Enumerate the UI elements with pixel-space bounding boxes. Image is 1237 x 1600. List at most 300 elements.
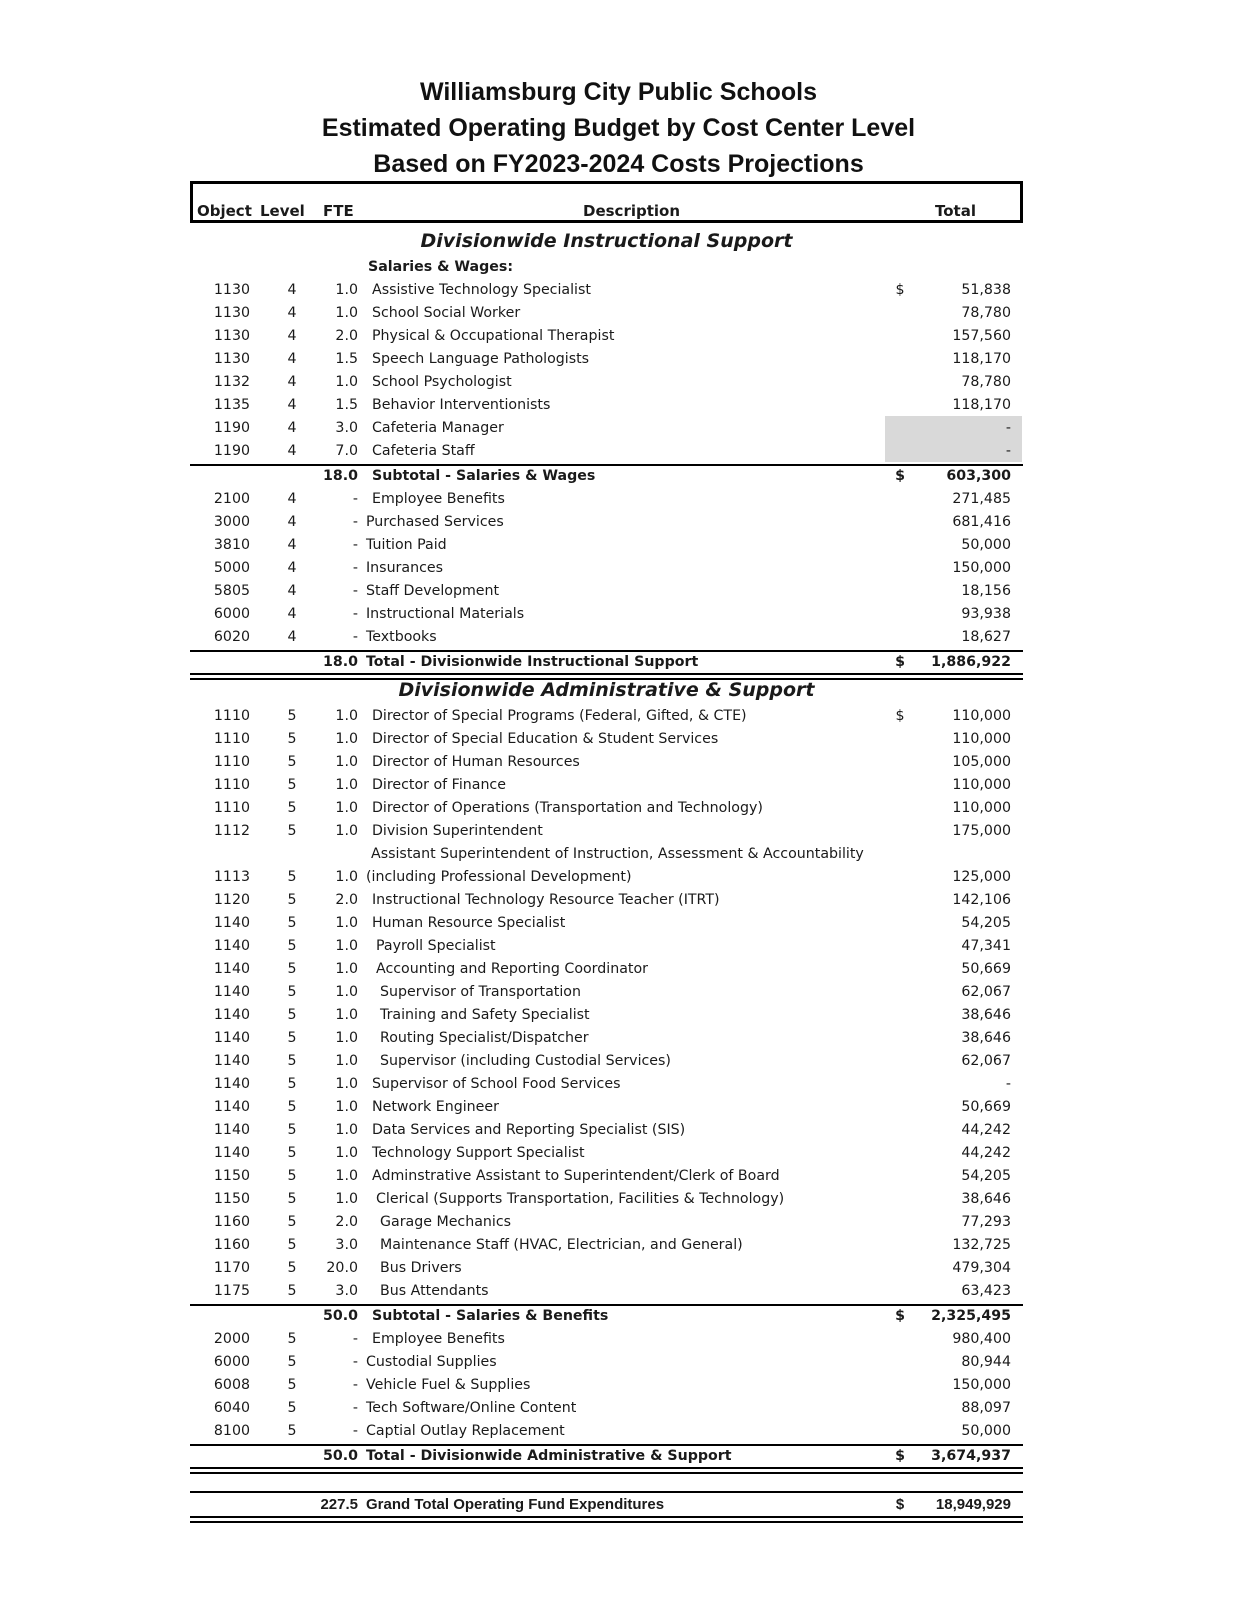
- description-cell: Behavior Interventionists: [372, 397, 551, 413]
- fte-cell: 1.0: [335, 1191, 358, 1207]
- header-level: Level: [260, 202, 305, 220]
- grand-total-double-rule: [190, 1516, 1023, 1523]
- fte-cell: 1.0: [335, 823, 358, 839]
- description-cell: Adminstrative Assistant to Superintendent/Clerk of Board: [372, 1168, 780, 1184]
- total-cell: 271,485: [952, 491, 1011, 507]
- level-cell: 5: [287, 892, 297, 908]
- fte-cell: -: [352, 514, 358, 530]
- level-cell: 4: [287, 491, 297, 507]
- table-row: [190, 626, 1023, 649]
- level-cell: 5: [287, 1214, 297, 1230]
- object-cell: 1140: [213, 938, 250, 954]
- table-row: [190, 1257, 1023, 1280]
- table-row: [190, 1142, 1023, 1165]
- total-cell: -: [1005, 1076, 1011, 1092]
- total-cell: 50,000: [961, 1423, 1011, 1439]
- table-row: [190, 279, 1023, 302]
- level-cell: 4: [287, 282, 297, 298]
- object-cell: 1140: [213, 1122, 250, 1138]
- object-cell: 1170: [213, 1260, 250, 1276]
- description-cell: Speech Language Pathologists: [372, 351, 590, 367]
- fte-cell: -: [352, 1423, 358, 1439]
- level-cell: 5: [287, 1423, 297, 1439]
- object-cell: 6040: [213, 1400, 250, 1416]
- level-cell: 5: [287, 823, 297, 839]
- total-cell: 62,067: [961, 984, 1011, 1000]
- description-cell: Custodial Supplies: [366, 1354, 497, 1370]
- fte-cell: 1.0: [335, 1168, 358, 1184]
- fte-cell: 1.0: [335, 1053, 358, 1069]
- total-cell: 125,000: [952, 869, 1011, 885]
- fte-cell: 7.0: [335, 443, 358, 459]
- header-object: Object: [197, 202, 252, 220]
- fte-cell: 1.0: [335, 915, 358, 931]
- total-cell: 142,106: [952, 892, 1011, 908]
- level-cell: 4: [287, 606, 297, 622]
- description-cell: Maintenance Staff (HVAC, Electrician, and General): [380, 1237, 743, 1253]
- table-row: [190, 488, 1023, 511]
- description-cell: Tuition Paid: [366, 537, 447, 553]
- table-row: [190, 1119, 1023, 1142]
- fte-cell: 2.0: [335, 892, 358, 908]
- fte-cell: 1.0: [335, 708, 358, 724]
- level-cell: 5: [287, 1331, 297, 1347]
- total-cell: 1,886,922: [931, 654, 1011, 670]
- fte-cell: 1.5: [335, 351, 358, 367]
- fte-cell: 1.0: [335, 282, 358, 298]
- fte-cell: 1.0: [335, 777, 358, 793]
- total-cell: 118,170: [952, 351, 1011, 367]
- title-line-3: Based on FY2023-2024 Costs Projections: [373, 150, 864, 178]
- level-cell: 5: [287, 984, 297, 1000]
- subtotal-row: [190, 465, 1023, 488]
- object-cell: 6008: [213, 1377, 250, 1393]
- fte-cell: -: [352, 1377, 358, 1393]
- table-row: [190, 705, 1023, 728]
- section-total-row: [190, 1445, 1023, 1468]
- total-cell: 44,242: [961, 1122, 1011, 1138]
- table-row: [190, 534, 1023, 557]
- fte-cell: -: [352, 537, 358, 553]
- fte-cell: 2.0: [335, 1214, 358, 1230]
- object-cell: 1140: [213, 961, 250, 977]
- level-cell: 5: [287, 800, 297, 816]
- fte-cell: 1.0: [335, 1007, 358, 1023]
- description-cell: Director of Special Programs (Federal, Gifted, & CTE): [372, 708, 747, 724]
- level-cell: 4: [287, 305, 297, 321]
- table-row: [190, 348, 1023, 371]
- fte-cell: 1.0: [335, 800, 358, 816]
- description-cell: Employee Benefits: [372, 491, 505, 507]
- description-cell: Instructional Technology Resource Teacher (ITRT): [372, 892, 720, 908]
- level-cell: 5: [287, 1007, 297, 1023]
- fte-cell: 1.0: [335, 1076, 358, 1092]
- level-cell: 4: [287, 583, 297, 599]
- object-cell: 1120: [213, 892, 250, 908]
- subtotal-row: [190, 1305, 1023, 1328]
- fte-cell: 1.5: [335, 397, 358, 413]
- section-title-instructional: Divisionwide Instructional Support: [420, 230, 793, 252]
- description-cell: Textbooks: [366, 629, 437, 645]
- table-row: [190, 1050, 1023, 1073]
- total-cell: 110,000: [952, 777, 1011, 793]
- object-cell: 1140: [213, 915, 250, 931]
- level-cell: 5: [287, 754, 297, 770]
- table-row: [190, 866, 1023, 889]
- total-cell: 603,300: [946, 468, 1011, 484]
- table-row: [190, 1027, 1023, 1050]
- total-cell: 157,560: [952, 328, 1011, 344]
- total-cell: 681,416: [952, 514, 1011, 530]
- total-cell: 50,669: [961, 1099, 1011, 1115]
- fte-cell: 1.0: [335, 754, 358, 770]
- table-row: [190, 935, 1023, 958]
- object-cell: 5000: [213, 560, 250, 576]
- level-cell: 4: [287, 420, 297, 436]
- description-cell: School Social Worker: [372, 305, 521, 321]
- level-cell: 4: [287, 629, 297, 645]
- object-cell: 1150: [213, 1168, 250, 1184]
- description-cell: Captial Outlay Replacement: [366, 1423, 565, 1439]
- dollar-sign: $: [895, 654, 905, 670]
- fte-cell: 3.0: [335, 1283, 358, 1299]
- level-cell: 5: [287, 915, 297, 931]
- description-cell: Data Services and Reporting Specialist (SIS): [372, 1122, 686, 1138]
- fte-cell: 1.0: [335, 731, 358, 747]
- description-cell: Routing Specialist/Dispatcher: [380, 1030, 589, 1046]
- description-cell: Technology Support Specialist: [372, 1145, 585, 1161]
- description-cell: Director of Human Resources: [372, 754, 580, 770]
- fte-cell: 1.0: [335, 1145, 358, 1161]
- table-row: [190, 958, 1023, 981]
- description-cell: Tech Software/Online Content: [366, 1400, 577, 1416]
- level-cell: 5: [287, 1053, 297, 1069]
- fte-cell: 1.0: [335, 961, 358, 977]
- description-cell: Training and Safety Specialist: [380, 1007, 590, 1023]
- fte-cell: -: [352, 1400, 358, 1416]
- level-cell: 4: [287, 374, 297, 390]
- total-cell: 62,067: [961, 1053, 1011, 1069]
- table-row: [190, 1073, 1023, 1096]
- level-cell: 5: [287, 1260, 297, 1276]
- description-cell: Staff Development: [366, 583, 500, 599]
- total-cell: 38,646: [961, 1030, 1011, 1046]
- total-cell: 78,780: [961, 305, 1011, 321]
- level-cell: 5: [287, 961, 297, 977]
- description-cell: Clerical (Supports Transportation, Facilities & Technology): [376, 1191, 785, 1207]
- object-cell: 1130: [213, 351, 250, 367]
- fte-cell: 2.0: [335, 328, 358, 344]
- table-row: [190, 889, 1023, 912]
- object-cell: 1112: [213, 823, 250, 839]
- salaries-heading: [190, 256, 1023, 279]
- table-row: [190, 981, 1023, 1004]
- total-cell: 150,000: [952, 1377, 1011, 1393]
- table-row: [190, 1397, 1023, 1420]
- level-cell: 5: [287, 731, 297, 747]
- table-row: [190, 728, 1023, 751]
- total-cell: 132,725: [952, 1237, 1011, 1253]
- level-cell: 5: [287, 1076, 297, 1092]
- total-cell: 175,000: [952, 823, 1011, 839]
- object-cell: 1132: [213, 374, 250, 390]
- level-cell: 5: [287, 777, 297, 793]
- object-cell: 3000: [213, 514, 250, 530]
- description-cell: Director of Operations (Transportation and Technology): [372, 800, 763, 816]
- object-cell: 1130: [213, 305, 250, 321]
- level-cell: 5: [287, 1122, 297, 1138]
- level-cell: 4: [287, 328, 297, 344]
- fte-cell: 1.0: [335, 938, 358, 954]
- level-cell: 5: [287, 708, 297, 724]
- object-cell: 1113: [213, 869, 250, 885]
- level-cell: 5: [287, 1354, 297, 1370]
- object-cell: 1110: [213, 708, 250, 724]
- object-cell: 1140: [213, 1007, 250, 1023]
- level-cell: 4: [287, 537, 297, 553]
- object-cell: 1160: [213, 1214, 250, 1230]
- total-cell: 44,242: [961, 1145, 1011, 1161]
- description-cell: Insurances: [366, 560, 443, 576]
- object-cell: 2000: [213, 1331, 250, 1347]
- table-row: [190, 440, 1023, 463]
- description-cell: Assistive Technology Specialist: [372, 282, 591, 298]
- document-title: [0, 74, 1237, 182]
- fte-cell: -: [352, 560, 358, 576]
- object-cell: 1140: [213, 1145, 250, 1161]
- description-cell: Subtotal - Salaries & Benefits: [372, 1308, 609, 1324]
- table-row: [190, 774, 1023, 797]
- fte-cell: 20.0: [326, 1260, 358, 1276]
- table-row: [190, 394, 1023, 417]
- table-row: [190, 1211, 1023, 1234]
- object-cell: 6000: [213, 1354, 250, 1370]
- object-cell: 1130: [213, 328, 250, 344]
- description-cell: Network Engineer: [372, 1099, 499, 1115]
- description-cell: Grand Total Operating Fund Expenditures: [366, 1496, 665, 1513]
- object-cell: 1135: [213, 397, 250, 413]
- description-cell: Instructional Materials: [366, 606, 525, 622]
- total-cell: 50,669: [961, 961, 1011, 977]
- object-cell: 1130: [213, 282, 250, 298]
- description-cell: Total - Divisionwide Administrative & Support: [366, 1448, 732, 1464]
- fte-cell: -: [352, 491, 358, 507]
- table-row: [190, 1004, 1023, 1027]
- total-cell: 47,341: [961, 938, 1011, 954]
- table-row: [190, 820, 1023, 843]
- description-cell: Employee Benefits: [372, 1331, 505, 1347]
- table-row: [190, 1188, 1023, 1211]
- description-cell: Bus Drivers: [380, 1260, 462, 1276]
- fte-cell: 1.0: [335, 869, 358, 885]
- table-row: [190, 603, 1023, 626]
- table-row: [190, 302, 1023, 325]
- total-cell: 479,304: [952, 1260, 1011, 1276]
- object-cell: 5805: [213, 583, 250, 599]
- object-cell: 1110: [213, 777, 250, 793]
- level-cell: 4: [287, 443, 297, 459]
- level-cell: 5: [287, 1283, 297, 1299]
- table-row: [190, 511, 1023, 534]
- object-cell: 1110: [213, 800, 250, 816]
- table-row: [190, 1351, 1023, 1374]
- level-cell: 5: [287, 1030, 297, 1046]
- total-cell: 88,097: [961, 1400, 1011, 1416]
- table-row: [190, 797, 1023, 820]
- object-cell: 6000: [213, 606, 250, 622]
- description-cell: Supervisor (including Custodial Services): [380, 1053, 671, 1069]
- total-cell: 3,674,937: [931, 1448, 1011, 1464]
- table-row: [190, 843, 1023, 866]
- description-cell: Accounting and Reporting Coordinator: [376, 961, 648, 977]
- dollar-sign: $: [895, 282, 905, 298]
- object-cell: 1150: [213, 1191, 250, 1207]
- title-line-2: Estimated Operating Budget by Cost Center Level: [321, 114, 916, 142]
- table-row: [190, 1165, 1023, 1188]
- table-row: [190, 1096, 1023, 1119]
- description-cell: Director of Special Education & Student Services: [372, 731, 719, 747]
- table-row: [190, 580, 1023, 603]
- total-cell: 18,949,929: [935, 1496, 1011, 1513]
- total-cell: 38,646: [961, 1007, 1011, 1023]
- level-cell: 4: [287, 351, 297, 367]
- header-total: Total: [935, 202, 976, 220]
- description-cell: Garage Mechanics: [380, 1214, 512, 1230]
- table-row: [190, 417, 1023, 440]
- table-row: [190, 325, 1023, 348]
- table-header: [190, 181, 1023, 223]
- fte-cell: 3.0: [335, 420, 358, 436]
- fte-cell: 227.5: [320, 1496, 358, 1513]
- object-cell: 1110: [213, 754, 250, 770]
- object-cell: 1140: [213, 1053, 250, 1069]
- description-cell: Payroll Specialist: [376, 938, 496, 954]
- description-cell: Supervisor of School Food Services: [372, 1076, 621, 1092]
- level-cell: 5: [287, 1145, 297, 1161]
- description-cell: Director of Finance: [372, 777, 506, 793]
- fte-cell: 1.0: [335, 305, 358, 321]
- object-cell: 2100: [213, 491, 250, 507]
- table-row: [190, 557, 1023, 580]
- total-cell: 54,205: [961, 915, 1011, 931]
- description-cell: Supervisor of Transportation: [380, 984, 581, 1000]
- total-cell: 2,325,495: [931, 1308, 1011, 1324]
- table-row: [190, 1280, 1023, 1303]
- table-row: [190, 751, 1023, 774]
- salaries-heading-label: Salaries & Wages:: [368, 259, 514, 275]
- object-cell: 1175: [213, 1283, 250, 1299]
- description-cell: Subtotal - Salaries & Wages: [372, 468, 596, 484]
- total-cell: 118,170: [952, 397, 1011, 413]
- level-cell: 5: [287, 938, 297, 954]
- table-row: [190, 912, 1023, 935]
- description-cell: Physical & Occupational Therapist: [372, 328, 615, 344]
- fte-cell: 50.0: [322, 1308, 358, 1324]
- table-row: [190, 1420, 1023, 1443]
- level-cell: 5: [287, 869, 297, 885]
- fte-cell: 18.0: [322, 654, 358, 670]
- description-cell: (including Professional Development): [366, 869, 632, 885]
- dollar-sign: $: [895, 1496, 905, 1513]
- description-cell: Total - Divisionwide Instructional Support: [366, 654, 699, 670]
- fte-cell: 1.0: [335, 1122, 358, 1138]
- total-cell: 78,780: [961, 374, 1011, 390]
- description-cell: Purchased Services: [366, 514, 504, 530]
- total-cell: 51,838: [961, 282, 1011, 298]
- object-cell: 1190: [213, 420, 250, 436]
- fte-cell: 50.0: [322, 1448, 358, 1464]
- total-cell: 63,423: [961, 1283, 1011, 1299]
- object-cell: 6020: [213, 629, 250, 645]
- level-cell: 4: [287, 514, 297, 530]
- total-cell: 50,000: [961, 537, 1011, 553]
- level-cell: 5: [287, 1377, 297, 1393]
- total-cell: -: [1005, 443, 1011, 459]
- header-description: Description: [583, 202, 681, 220]
- level-cell: 5: [287, 1099, 297, 1115]
- total-cell: 105,000: [952, 754, 1011, 770]
- total-cell: 38,646: [961, 1191, 1011, 1207]
- total-cell: 54,205: [961, 1168, 1011, 1184]
- total-cell: 18,156: [961, 583, 1011, 599]
- total-cell: 77,293: [961, 1214, 1011, 1230]
- level-cell: 5: [287, 1237, 297, 1253]
- object-cell: 1110: [213, 731, 250, 747]
- object-cell: 1140: [213, 984, 250, 1000]
- total-cell: 110,000: [952, 800, 1011, 816]
- table-row: [190, 1234, 1023, 1257]
- fte-cell: 1.0: [335, 1099, 358, 1115]
- total-cell: -: [1005, 420, 1011, 436]
- section-title-administrative: Divisionwide Administrative & Support: [398, 679, 815, 701]
- description-cell: Division Superintendent: [372, 823, 543, 839]
- object-cell: 1190: [213, 443, 250, 459]
- level-cell: 5: [287, 1400, 297, 1416]
- description-cell: Cafeteria Manager: [372, 420, 504, 436]
- total-cell: 18,627: [961, 629, 1011, 645]
- level-cell: 5: [287, 1191, 297, 1207]
- fte-cell: -: [352, 1354, 358, 1370]
- table-row: [190, 371, 1023, 394]
- total-cell: 980,400: [952, 1331, 1011, 1347]
- description-cell: Cafeteria Staff: [372, 443, 475, 459]
- total-cell: 80,944: [961, 1354, 1011, 1370]
- object-cell: 8100: [213, 1423, 250, 1439]
- level-cell: 4: [287, 397, 297, 413]
- description-cell: Assistant Superintendent of Instruction, Assessment & Accountability: [371, 846, 864, 862]
- fte-cell: 3.0: [335, 1237, 358, 1253]
- dollar-sign: $: [895, 708, 905, 724]
- fte-cell: 1.0: [335, 1030, 358, 1046]
- table-row: [190, 1374, 1023, 1397]
- section-double-rule: [190, 1467, 1023, 1474]
- object-cell: 1140: [213, 1076, 250, 1092]
- dollar-sign: $: [895, 1448, 905, 1464]
- description-cell: Vehicle Fuel & Supplies: [366, 1377, 531, 1393]
- header-fte: FTE: [323, 202, 354, 220]
- fte-cell: 18.0: [322, 468, 358, 484]
- total-cell: 150,000: [952, 560, 1011, 576]
- section-total-row: [190, 651, 1023, 674]
- fte-cell: 1.0: [335, 984, 358, 1000]
- title-line-1: Williamsburg City Public Schools: [419, 78, 818, 106]
- object-cell: 1140: [213, 1030, 250, 1046]
- table-row: [190, 1328, 1023, 1351]
- fte-cell: -: [352, 583, 358, 599]
- description-cell: School Psychologist: [372, 374, 512, 390]
- fte-cell: 1.0: [335, 374, 358, 390]
- dollar-sign: $: [895, 468, 905, 484]
